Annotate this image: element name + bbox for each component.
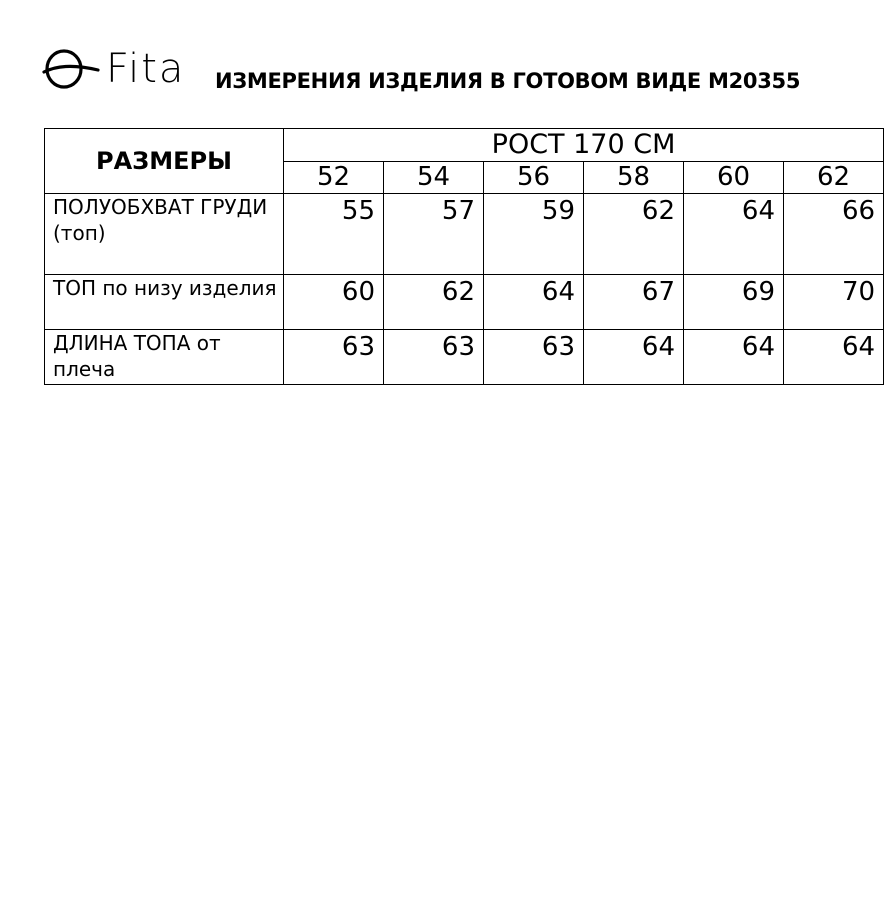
row-label: ТОП по низу изделия [45, 275, 284, 330]
value-cell: 66 [784, 194, 884, 275]
size-header-cell: 60 [684, 162, 784, 194]
value-cell: 62 [384, 275, 484, 330]
value-cell: 70 [784, 275, 884, 330]
size-header-cell: 62 [784, 162, 884, 194]
value-cell: 60 [284, 275, 384, 330]
height-header: РОСТ 170 СМ [284, 129, 884, 162]
value-cell: 63 [484, 330, 584, 385]
header [0, 0, 890, 120]
value-cell: 64 [784, 330, 884, 385]
sizes-header: РАЗМЕРЫ [45, 129, 284, 194]
size-chart-table [44, 128, 884, 385]
table-row [45, 330, 884, 385]
table-row [45, 194, 884, 275]
brand-logo [42, 44, 192, 94]
row-label: ДЛИНА ТОПА от плеча [45, 330, 284, 385]
fita-logo-icon [42, 44, 102, 94]
value-cell: 63 [284, 330, 384, 385]
value-cell: 64 [484, 275, 584, 330]
document-title: ИЗМЕРЕНИЯ ИЗДЕЛИЯ В ГОТОВОМ ВИДЕ М20355 [215, 69, 801, 93]
size-header-cell: 54 [384, 162, 484, 194]
value-cell: 64 [684, 330, 784, 385]
value-cell: 59 [484, 194, 584, 275]
size-header-cell: 58 [584, 162, 684, 194]
value-cell: 62 [584, 194, 684, 275]
table-header-row [45, 129, 884, 162]
value-cell: 64 [684, 194, 784, 275]
value-cell: 64 [584, 330, 684, 385]
brand-name: Fita [106, 46, 186, 92]
size-header-cell: 56 [484, 162, 584, 194]
table-row [45, 275, 884, 330]
value-cell: 57 [384, 194, 484, 275]
value-cell: 67 [584, 275, 684, 330]
value-cell: 69 [684, 275, 784, 330]
row-label: ПОЛУОБХВАТ ГРУДИ (топ) [45, 194, 284, 275]
value-cell: 55 [284, 194, 384, 275]
size-header-cell: 52 [284, 162, 384, 194]
value-cell: 63 [384, 330, 484, 385]
